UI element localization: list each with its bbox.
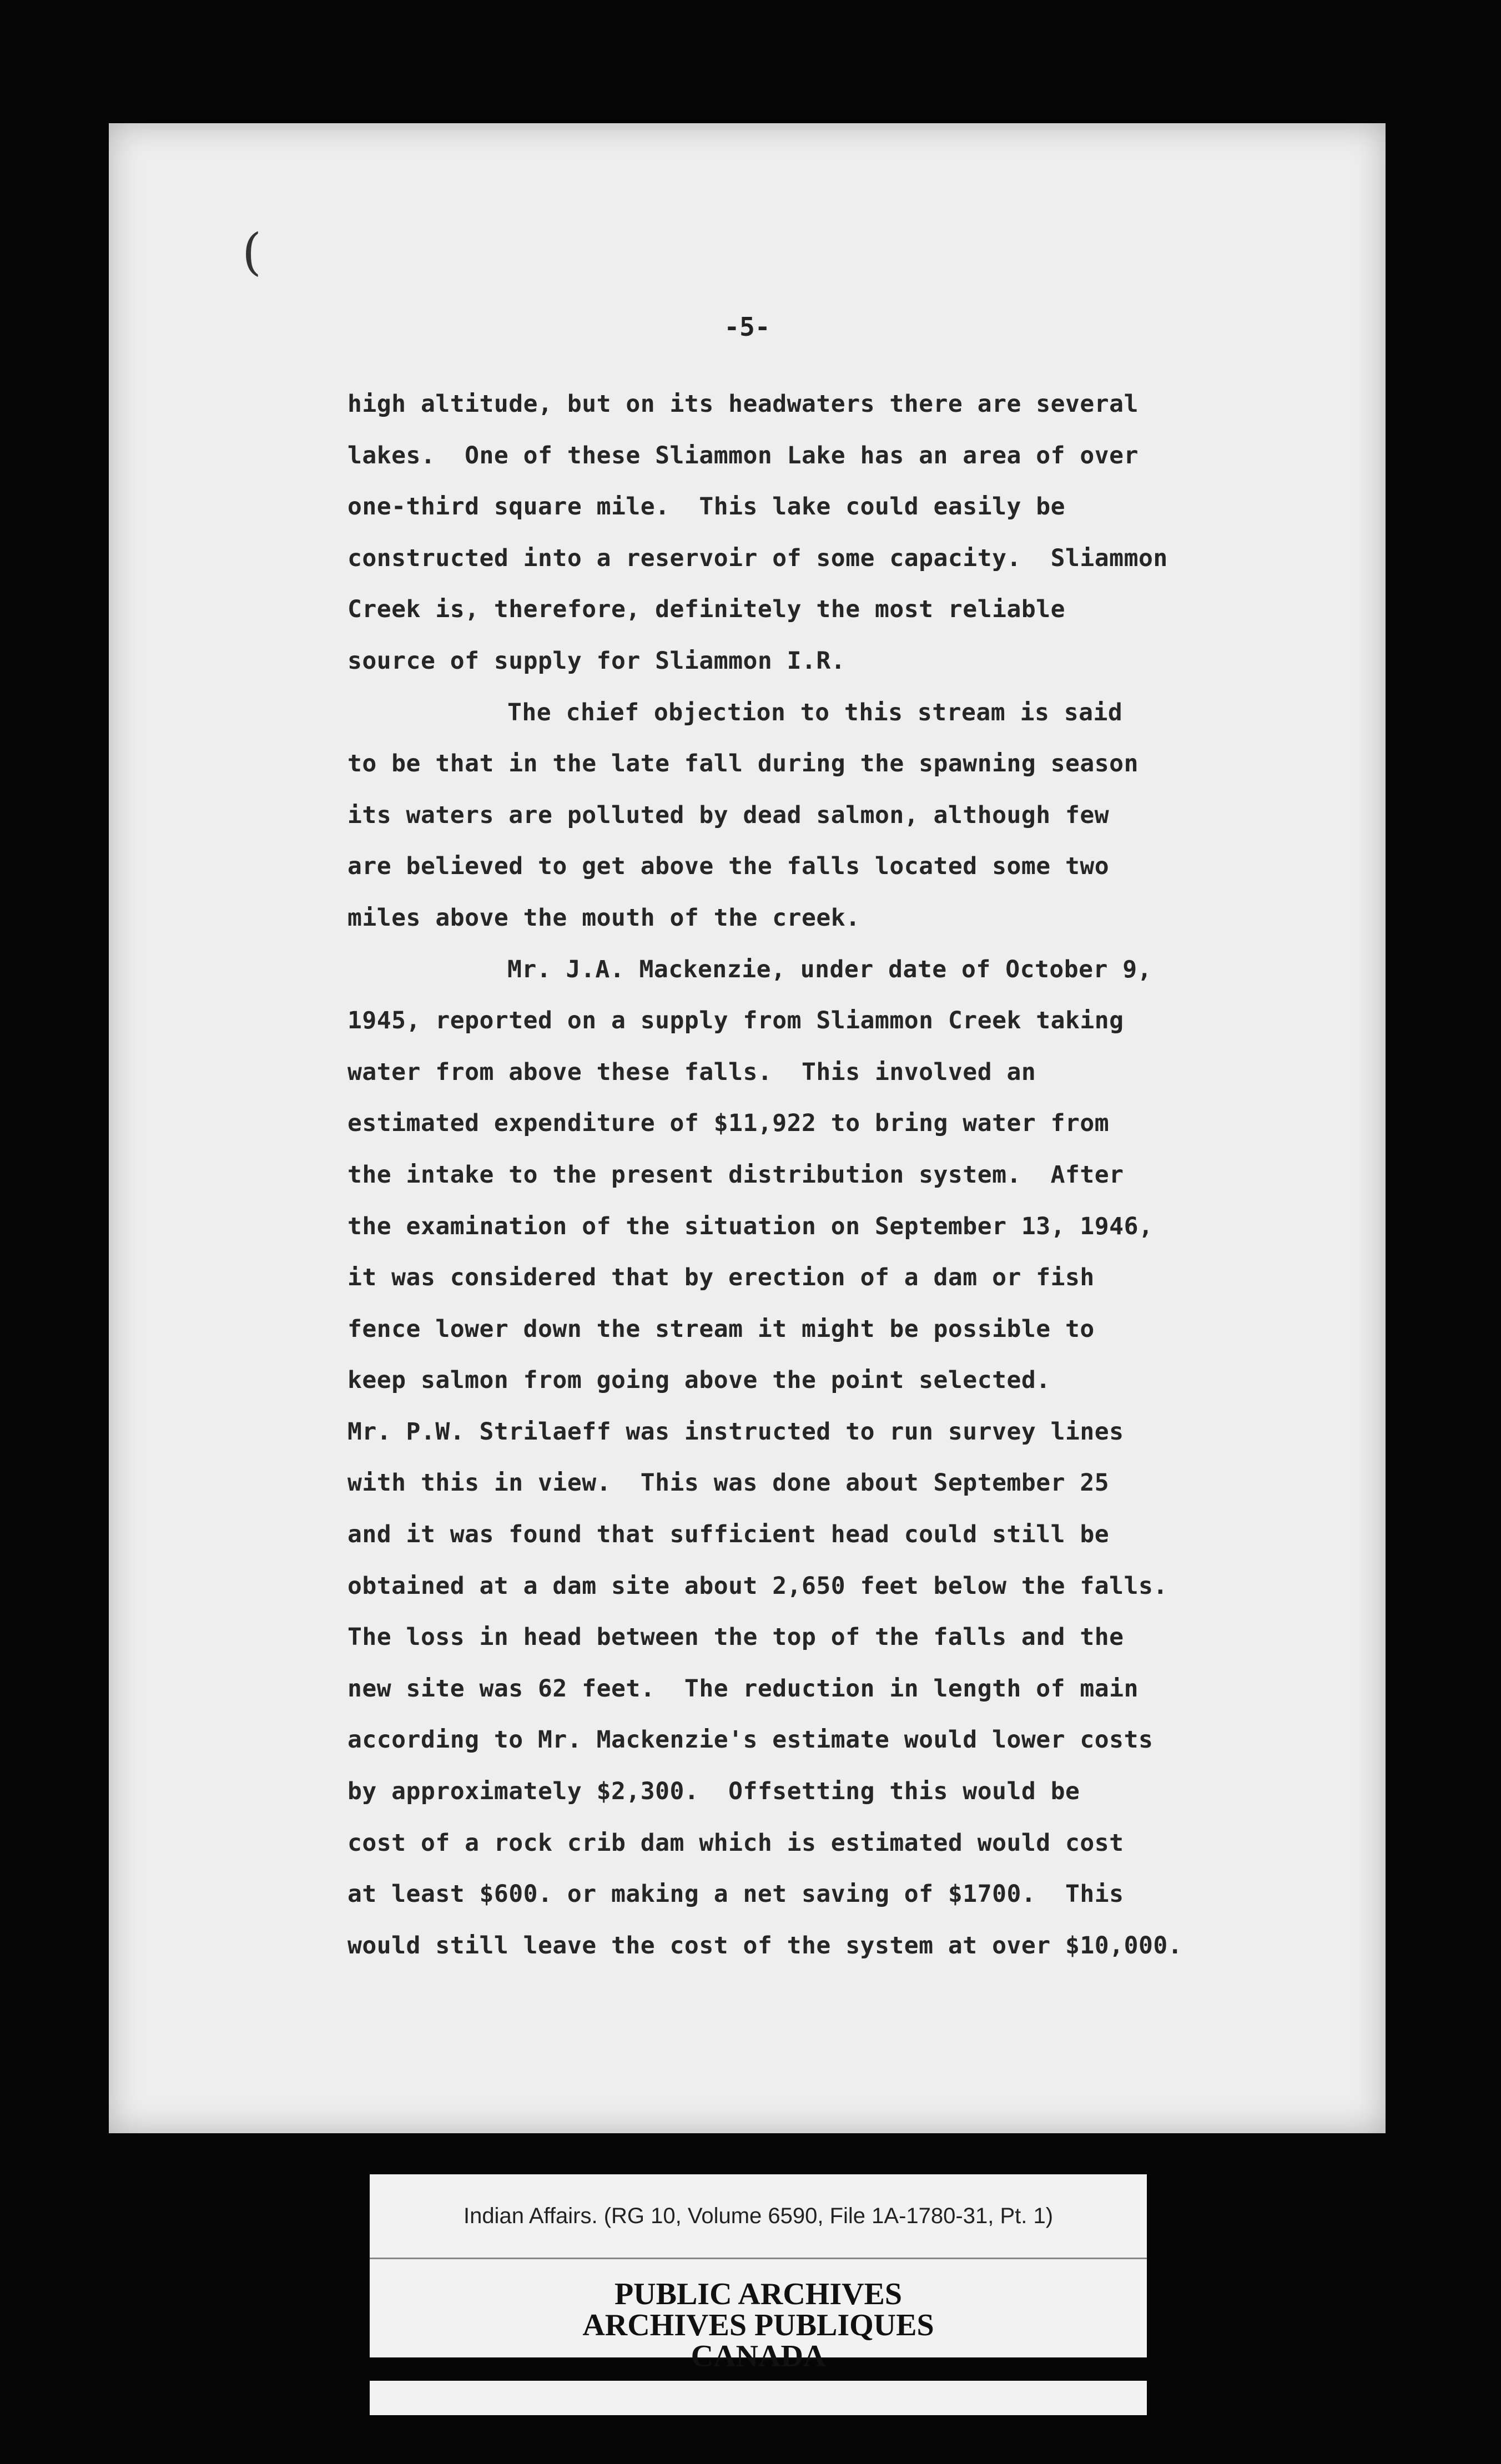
text-line: Creek is, therefore, definitely the most reliable xyxy=(347,595,1066,624)
text-line: to be that in the late fall during the spawning season xyxy=(347,750,1139,778)
text-line: Mr. P.W. Strilaeff was instructed to run survey lines xyxy=(347,1417,1124,1446)
text-line: source of supply for Sliammon I.R. xyxy=(347,647,846,675)
text-line: the intake to the present distribution system. After xyxy=(347,1160,1124,1189)
text-line: water from above these falls. This involved an xyxy=(347,1058,1036,1086)
text-line: high altitude, but on its headwaters there are several xyxy=(347,390,1139,418)
text-line: the examination of the situation on September 13, 1946, xyxy=(347,1212,1154,1240)
text-line: its waters are polluted by dead salmon, although few xyxy=(347,801,1110,829)
text-line: are believed to get above the falls located some two xyxy=(347,852,1110,881)
archive-citation: Indian Affairs. (RG 10, Volume 6590, File 1A-1780-31, Pt. 1) xyxy=(370,2174,1147,2259)
margin-mark: ( xyxy=(242,223,262,281)
text-line: keep salmon from going above the point selected. xyxy=(347,1366,1051,1395)
text-line: it was considered that by erection of a dam or fish xyxy=(347,1264,1095,1292)
text-line: estimated expenditure of $11,922 to bring water from xyxy=(347,1109,1110,1138)
body-text xyxy=(347,378,1280,1971)
text-line: fence lower down the stream it might be possible to xyxy=(347,1315,1095,1343)
text-line: lakes. One of these Sliammon Lake has an area of over xyxy=(347,441,1139,469)
text-line-paragraph-start: The chief objection to this stream is said xyxy=(507,698,1123,726)
text-line-paragraph-start: Mr. J.A. Mackenzie, under date of October 9, xyxy=(507,955,1152,983)
text-line: miles above the mouth of the creek. xyxy=(347,903,860,932)
text-line: at least $600. or making a net saving of $1700. This xyxy=(347,1880,1124,1908)
archive-label xyxy=(370,2174,1147,2374)
text-line: obtained at a dam site about 2,650 feet below the falls. xyxy=(347,1572,1168,1600)
text-line: new site was 62 feet. The reduction in length of main xyxy=(347,1674,1139,1703)
archive-country: CANADA xyxy=(691,2339,826,2374)
label-bottom-strip xyxy=(370,2381,1147,2415)
text-line: by approximately $2,300. Offsetting this would be xyxy=(347,1778,1080,1806)
text-line: according to Mr. Mackenzie's estimate would lower costs xyxy=(347,1726,1154,1754)
text-line: constructed into a reservoir of some capacity. Sliammon xyxy=(347,544,1168,572)
typed-page xyxy=(109,123,1386,2133)
text-line: one-third square mile. This lake could easily be xyxy=(347,493,1066,521)
text-line: cost of a rock crib dam which is estimated would cost xyxy=(347,1829,1124,1857)
text-line: The loss in head between the top of the falls and the xyxy=(347,1623,1124,1652)
text-line: would still leave the cost of the system at over $10,000. xyxy=(347,1931,1183,1960)
archive-name-french: ARCHIVES PUBLIQUES xyxy=(582,2308,934,2342)
archive-name-english: PUBLIC ARCHIVES xyxy=(614,2277,903,2311)
text-line: with this in view. This was done about September 25 xyxy=(347,1469,1110,1497)
text-line: 1945, reported on a supply from Sliammon Creek taking xyxy=(347,1007,1124,1035)
page-number: -5- xyxy=(724,312,770,342)
text-line: and it was found that sufficient head could still be xyxy=(347,1521,1110,1549)
